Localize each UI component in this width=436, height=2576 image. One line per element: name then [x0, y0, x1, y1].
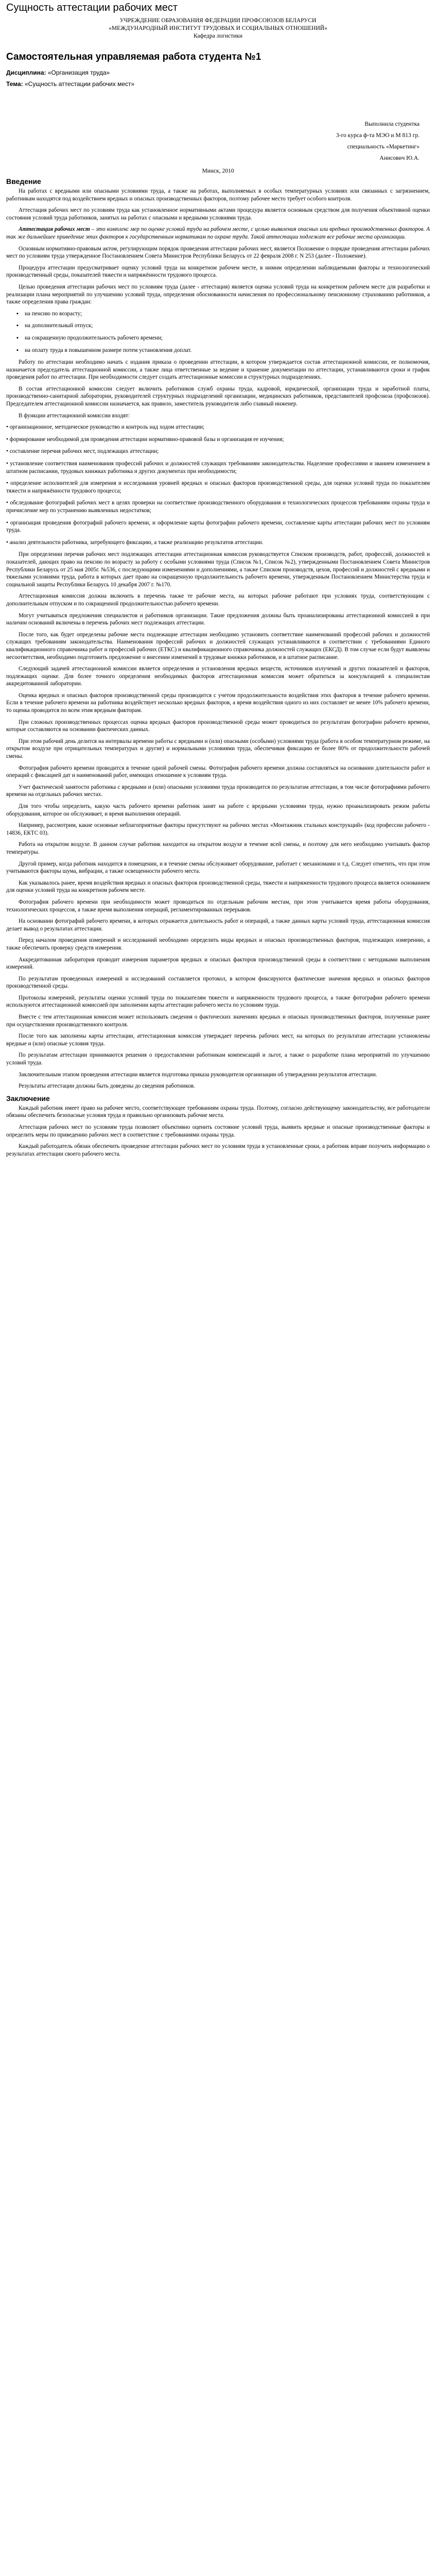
body-paragraph: При сложных производственных процессах оценка вредных факторов производственной среды может проводиться по результатам фотографии рабочего времени, которые составляются на основании фактических данных.	[6, 719, 430, 733]
body-section-a-tail	[6, 359, 430, 419]
function-item: • анализ деятельности работника, затребующего фиксацию, а также реализацию результатов аттестации.	[6, 539, 264, 546]
conclusion-paragraph: Каждый работник имеет право на рабочее место, соответствующее требованиям охраны труда. Поэтому, согласно действующему законодательству, все работодатели обязаны обеспечить безопасные условия труда и правильно организовать рабочие места.	[6, 1105, 430, 1119]
body-paragraph: При определении перечня рабочих мест подлежащих аттестации аттестационная комиссия руководствуется Списком производств, работ, профессий, должностей и показателей, дающих право на пенсию по возрасту за работу с особыми условиями труда (Список №1, Список №2), утвержденными Постановлением Совета Министров Республики Беларусь от 25 мая 2005г. №536, с последующими изменениями и дополнениями, а также Списком производств, цехов, профессий и должностей с вредными и тяжелыми условиями труда, работа в которых дает право на сокращенную продолжительность рабочего времени, утвержденным Постановлением Министерства труда и социальной защиты Республики Беларусь 10 декабря 2007 г. №170.	[6, 551, 430, 588]
body-section-b	[6, 551, 430, 1090]
body-paragraph: Целью проведения аттестации рабочих мест по условиям труда (далее - аттестация) является оценка условий труда на конкретном рабочем месте для разработки и реализации плана мероприятий по улучшению условий труда, определения обоснованности начисления по профессиональному пенсионному страхованию работников, а также определения права граждан:	[6, 283, 430, 306]
topic-value: «Сущность аттестации рабочих мест»	[23, 80, 135, 88]
discipline-line	[6, 67, 430, 78]
conclusion-paragraph: Каждый работодатель обязан обеспечить проведение аттестации рабочих мест по условиям труда в установленные сроки, а работник вправе получить информацию о результатах аттестации своего рабочего места.	[6, 1143, 430, 1157]
body-paragraph: Основным нормативно-правовым актом, регулирующим порядок проведения аттестации рабочих мест, является Положение о порядке проведения аттестации рабочих мест по условиям труда утвержденное Постановлением Совета Министров Республики Беларусь от 22 февраля 2008 г. N 253 (далее - Положение).	[6, 245, 430, 260]
institution-header	[6, 17, 430, 40]
topic-label: Тема:	[6, 80, 23, 88]
department-line: Кафедра логистики	[194, 33, 242, 39]
work-subtitle: Самостоятельная управляемая работа студента №1	[6, 52, 261, 62]
author-block	[6, 118, 430, 164]
conclusion-paragraph: Аттестация рабочих мест по условиям труда позволяет объективно оценить состояние условий труда, выявить вредные и опасные производственные факторы и определить меры по приведению рабочих мест в соответствие с требованиями охраны труда.	[6, 1124, 430, 1138]
definition-text: – это комплекс мер по оценке условий труда на рабочем месте, с целью выявления опасных или вредных производственных факторов. А так же дальнейшее приведение этих факторов к государственным нормативам по охране труда. Такой аттестации подлежат все рабочие места организации.	[6, 226, 430, 240]
body-paragraph: Результаты аттестации должны быть доведены до сведения работников.	[19, 1083, 195, 1090]
intro-section	[6, 188, 430, 222]
rights-list	[6, 310, 430, 354]
document-page	[0, 0, 436, 1172]
institution-line: УЧРЕЖДЕНИЕ ОБРАЗОВАНИЯ ФЕДЕРАЦИИ ПРОФСОЮЗОВ БЕЛАРУСИ	[119, 18, 317, 24]
discipline-value: «Организация труда»	[46, 69, 110, 76]
function-item: • установление соответствия наименования профессий рабочих и должностей служащих требованиям законодательства. Наделение профессиями и званием изменением в штатном расписании, трудовых книжках работника и других документах при необходимости;	[6, 461, 430, 474]
intro-paragraph: На работах с вредными или опасными условиями труда, а также на работах, выполняемых в особых температурных условиях или связанных с загрязнением, работникам находятся под воздействием вредных и опасных производственных факторов, поэтому рабочее место требует особого контроля.	[6, 188, 430, 202]
intro-heading: Введение	[6, 177, 41, 185]
topic-line	[6, 78, 430, 90]
body-paragraph: После того, как будет определены рабочие места подлежащие аттестации необходимо установить соответствие наименований профессий рабочих и должностей служащих требованиям законодательства. Наименования профессий рабочих и должностей служащих устанавливаются в соответствии с требованиями Единого квалификационного справочника работ и профессий рабочих (ЕТКС) и квалификационного справочника должностей служащих (ЕКСД). В том случае если будут выявлены несоответствия, необходимо подготовить предложение о внесении изменений в трудовые книжки работников, и в штатное расписание.	[6, 631, 430, 660]
definition-term: Аттестация рабочих мест	[19, 226, 90, 233]
body-section-a	[6, 245, 430, 306]
body-paragraph: Например, рассмотрим, какие основные неблагоприятные факторы присутствуют на рабочих местах «Монтажник стальных конструкций» (код профессии рабочего - 14836, ЕКТС 03).	[6, 822, 430, 836]
function-item: • составление перечня рабочих мест, подлежащих аттестации;	[6, 448, 159, 455]
function-item: • определение исполнителей для измерения и исследования уровней вредных и опасных факторов производственной среды, для оценки условий труда по показателям тяжести и напряжённости трудового процесса;	[6, 480, 430, 494]
rights-item: ▪ на пенсию по возрасту;	[6, 310, 430, 318]
body-paragraph: Работу по аттестации необходимо начать с издания приказа о проведении аттестации, в котором утверждается состав аттестационной комиссии, ее полномочия, назначается председатель аттестационной комиссии, а также лица ответственные за ведение и хранение документации по аттестации, устанавливаются сроки и график проведения работ по аттестации. При необходимости следует создать аттестационные комиссии в структурных подразделениях.	[6, 359, 430, 381]
body-paragraph: Аттестационная комиссия должна включить в перечень также те рабочие места, на которых рабочие работают при условиях труда, соответствующим с дополнительным отпуском и по сокращенной продолжительностью рабочего времени.	[6, 593, 430, 607]
author-line: 3-го курса ф-та МЭО и М 813 гр.	[336, 132, 420, 139]
discipline-label: Дисциплина:	[6, 69, 46, 76]
body-paragraph: Для того чтобы определить, какую часть рабочего времени работник занят на работе с вредными условиями труда, нужно проанализировать режим работы оборудования, которое он обслуживает, и время выполнения операций.	[6, 803, 430, 817]
rights-item: ▪ на сокращенную продолжительность рабочего времени;	[6, 334, 430, 342]
rights-item: ▪ на оплату труда в повышенном размере потем установления доплат.	[6, 347, 430, 354]
intro-paragraph: Аттестация рабочих мест по условиям труда как установленное нормативными актами процедура является основным средством для получения объективной оценки состояния условий труда работников, занятых на работах с опасными и вредными условиями труда.	[6, 207, 430, 221]
function-item: • обследование фотографий рабочих мест в целях проверки на соответствие производственного оборудования и технологических процессов требованиям охраны труда и причисление мер по устранению выявленных недостатков;	[6, 500, 430, 514]
body-paragraph: Другой пример, когда работник находится в помещении, и в течение смены обслуживает оборудование, работает с механизмами и т.д. Следует отметить, что при этом учитываются факторы шума, вибрации, а также освещенности рабочего места.	[6, 860, 430, 875]
body-paragraph: Процедура аттестации предусматривает оценку условий труда на конкретном рабочем месте, в ннмнм определении наблюдаемыми факторы и технологический производственный среды, показателей тяжести и напряжённости трудового процесса.	[6, 264, 430, 279]
city-year: Минск, 2010	[202, 168, 234, 174]
body-paragraph: Аккредитованная лаборатория проводит измерения параметров вредных и опасных факторов производственной среды в соответствии с методиками выполнения измерений.	[6, 956, 430, 971]
function-item: • формирование необходимой для проведения аттестации нормативно-правовой базы и организация ее изучения;	[6, 436, 284, 443]
body-paragraph: Заключительным этапом проведения аттестации является подготовка приказа руководителя организации об утверждении результатов аттестации.	[19, 1071, 377, 1078]
body-paragraph: В функции аттестационной комиссии входят:	[19, 412, 130, 419]
body-paragraph: Могут учитываться предложения специалистов и работников организации. Такие предложения должны быть проанализированы аттестационной комиссией в при наличии оснований включены в перечень рабочих мест подлежащих аттестации.	[6, 612, 430, 626]
body-paragraph: После того как заполнены карты аттестации, аттестационная комиссия утверждает перечень рабочих мест, на которых по результатам аттестации установлены вредные и (или) опасные условия труда.	[6, 1033, 430, 1047]
body-paragraph: На основании фотографий рабочего времени, в которых отражается длительность работ и операций, а также данных карты условий труда, аттестационная комиссия делает вывод о результатах аттестации.	[6, 918, 430, 932]
body-paragraph: Оценка вредных и опасных факторов производственной среды производится с учетом продолжительности воздействия этих факторов в течение рабочего времени. Если в течение рабочего времени на работника воздействует несколько вредных факторов, а время воздействия одного из них составляет не менее 10% рабочего времени, то оценка проводится по всем этим вредным факторам.	[6, 692, 430, 714]
institution-line: «МЕЖДУНАРОДНЫЙ ИНСТИТУТ ТРУДОВЫХ И СОЦИАЛЬНЫХ ОТНОШЕНИЙ»	[109, 25, 327, 31]
body-paragraph: Учет фактической занятости работника с вредными и (или) опасными условиями труда производится по результатам аттестации, в том числе фотографиями рабочего времени на отдельных рабочих местах.	[6, 784, 430, 798]
definition-paragraph	[6, 226, 430, 241]
conclusion-section	[6, 1105, 430, 1158]
author-name: Анисович Ю.А.	[379, 155, 420, 161]
body-paragraph: В состав аттестационной комиссии следует включить работников служб охраны труда, кадровой, юридической, организации труда и заработной платы, производственно-санитарной лаборатории, руководителей структурных подразделений организации, медицинских работников, представителей профсоюза (профсоюзов). Председателем аттестационной комиссии назначается, как правило, заместитель руководителя либо главный инженер.	[6, 385, 430, 408]
author-line: специальность «Маркетинг»	[347, 144, 420, 150]
body-paragraph: Вместе с тем аттестационная комиссия может использовать сведения о фактических значениях вредных и опасных производственных факторов, полученные ранее при осуществлении производственного контроля.	[6, 1014, 430, 1028]
document-title: Сущность аттестации рабочих мест	[6, 2, 178, 13]
body-paragraph: Следующий задачей аттестационной комиссии является определения и установления вредных веществ, источников излучений и других показателей и факторов, подлежащих оценке. Для более точного определения необходимых факторов аттестационная комиссия может обратиться за консультацией к специалистам аккредитованной лаборатории.	[6, 666, 430, 687]
author-line: Выполнила студентка	[364, 121, 420, 127]
body-paragraph: Работа на открытом воздухе. В данном случае работник находится на открытом воздухе в течение всей смены, и поэтому для него необходимо учитывать фактор температуры.	[6, 841, 430, 855]
body-paragraph: Перед началом проведения измерений и исследований необходимо определить виды вредных и опасных производственных факторов, подлежащих измерению, а также обеспечить проверку средств измерения.	[6, 937, 430, 951]
function-item: • организационное, методическое руководство и контроль над ходом аттестации;	[6, 424, 205, 431]
rights-item: ▪ на дополнительный отпуск;	[6, 322, 430, 330]
functions-list	[6, 423, 430, 546]
body-paragraph: Фотография рабочего времени проводится в течение одной рабочей смены. Фотография рабочего времени должна составляться на основании длительности работ и операций с фиксацией дат и наименований работ, имеющих отношение к условиям труда.	[6, 765, 430, 779]
body-paragraph: Протоколы измерений, результаты оценки условий труда по показателям тяжести и напряженности трудового процесса, а также фотографии рабочего времени используются аттестационной комиссией при заполнении карты аттестации рабочего места по условиям труда.	[6, 994, 430, 1009]
body-paragraph: По результатам проведенных измерений и исследований составляется протокол, в котором фиксируются фактические значения вредных и опасных факторов производственной среды.	[6, 975, 430, 990]
body-paragraph: Фотография рабочего времени при необходимости может проводиться по отдельным рабочим местам, при этом учитывается время работы оборудования, технологических процессов, а также время выполнения операций, регламентированных перерывов.	[6, 899, 430, 913]
function-item: • организация проведения фотографий рабочего времени, и оформление карты фотографии рабочего времени, составление карты аттестации рабочих мест по условиям труда.	[6, 519, 430, 534]
body-paragraph: При этом рабочий день делится на интервалы времени работы с вредными и (или) опасными (особыми) условиями труда (работа в особом температурном режиме, на открытом воздухе при отрицательных температурах и другие) и нормальными условиями труда, обеспечивая фиксацию ее более 80% от продолжительности рабочей смены.	[6, 738, 430, 760]
conclusion-heading: Заключение	[6, 1094, 50, 1103]
body-paragraph: По результатам аттестации принимаются решения о предоставлении работникам компенсаций и льгот, а также о разработке плана мероприятий по улучшению условий труда.	[6, 1052, 430, 1066]
body-paragraph: Как указывалось ранее, время воздействия вредных и опасных факторов производственной среды, тяжести и напряженности трудового процесса является основанием для оценки условий труда на конкретном рабочем месте.	[6, 879, 430, 894]
